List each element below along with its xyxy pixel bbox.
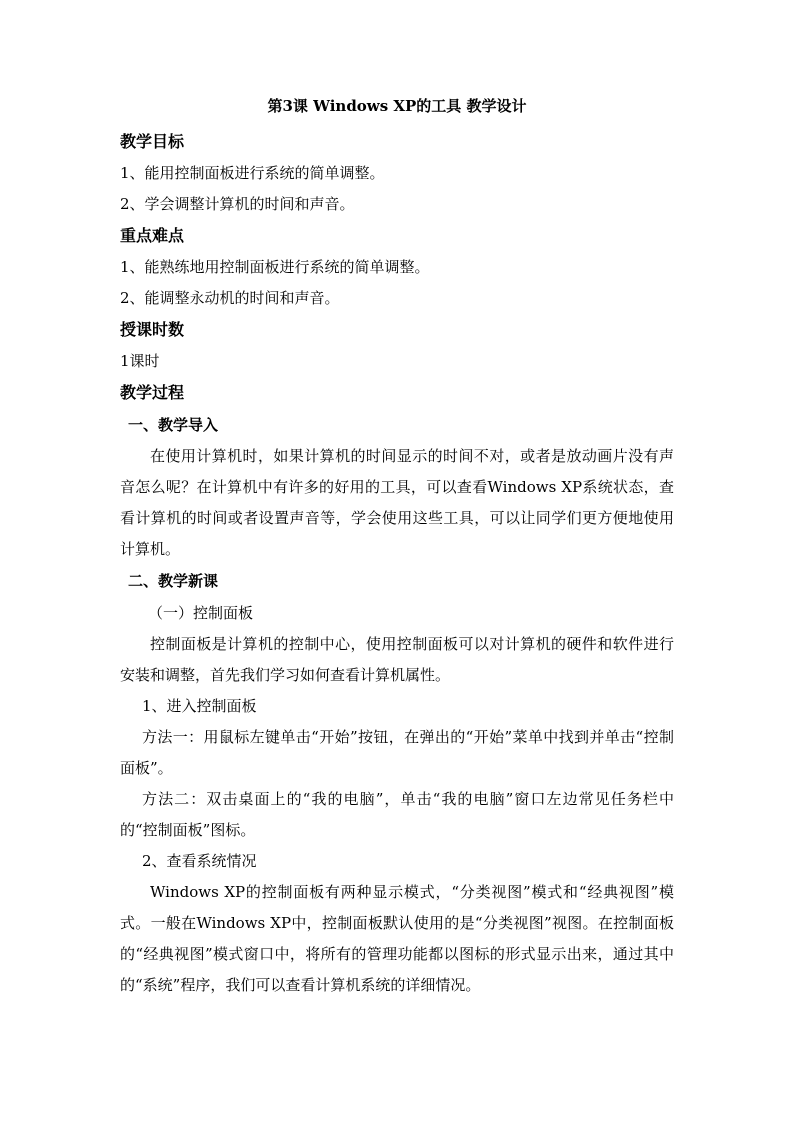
document-body xyxy=(120,126,674,1001)
process-heading: 教学过程 xyxy=(120,383,185,402)
method-2-paragraph: 方法二：双击桌面上的“我的电脑”，单击“我的电脑”窗口左边常见任务栏中的“控制面板”图标。 xyxy=(120,790,674,839)
step-2-heading: 2、查看系统情况 xyxy=(142,852,257,870)
system-paragraph: Windows XP的控制面板有两种显示模式，“分类视图”模式和“经典视图”模式。一般在Windows XP中，控制面板默认使用的是“分类视图”视图。在控制面板的“经典视图”模式窗口中，将所有的管理功能都以图标的形式显示出来，通过其中的“系统”程序，我们可以查看计算机系统的详细情况。 xyxy=(120,883,674,994)
intro-paragraph: 在使用计算机时，如果计算机的时间显示的时间不对，或者是放动画片没有声音怎么呢？在计算机中有许多的好用的工具，可以查看Windows XP系统状态，查看计算机的时间或者设置声音等，学会使用这些工具，可以让同学们更方便地使用计算机。 xyxy=(120,447,674,558)
page-title: 第3课 Windows XP的工具 教学设计 xyxy=(267,97,527,115)
step-1-heading: 1、进入控制面板 xyxy=(142,697,257,715)
goals-heading: 教学目标 xyxy=(120,132,185,151)
goal-item-2: 2、学会调整计算机的时间和声音。 xyxy=(120,195,355,213)
hours-heading: 授课时数 xyxy=(120,320,185,339)
control-panel-heading: （一）控制面板 xyxy=(148,604,254,622)
keypoint-item-1: 1、能熟练地用控制面板进行系统的简单调整。 xyxy=(120,258,430,276)
keypoint-item-2: 2、能调整永动机的时间和声音。 xyxy=(120,289,340,307)
control-panel-paragraph: 控制面板是计算机的控制中心，使用控制面板可以对计算机的硬件和软件进行安装和调整，首先我们学习如何查看计算机属性。 xyxy=(120,635,674,684)
method-1-paragraph: 方法一：用鼠标左键单击“开始”按钮，在弹出的“开始”菜单中找到并单击“控制面板”。 xyxy=(120,728,674,777)
goal-item-1: 1、能用控制面板进行系统的简单调整。 xyxy=(120,164,385,182)
keypoints-heading: 重点难点 xyxy=(120,226,185,245)
newlesson-heading: 二、教学新课 xyxy=(128,572,219,590)
intro-heading: 一、教学导入 xyxy=(128,416,219,434)
hours-value: 1课时 xyxy=(120,352,160,370)
